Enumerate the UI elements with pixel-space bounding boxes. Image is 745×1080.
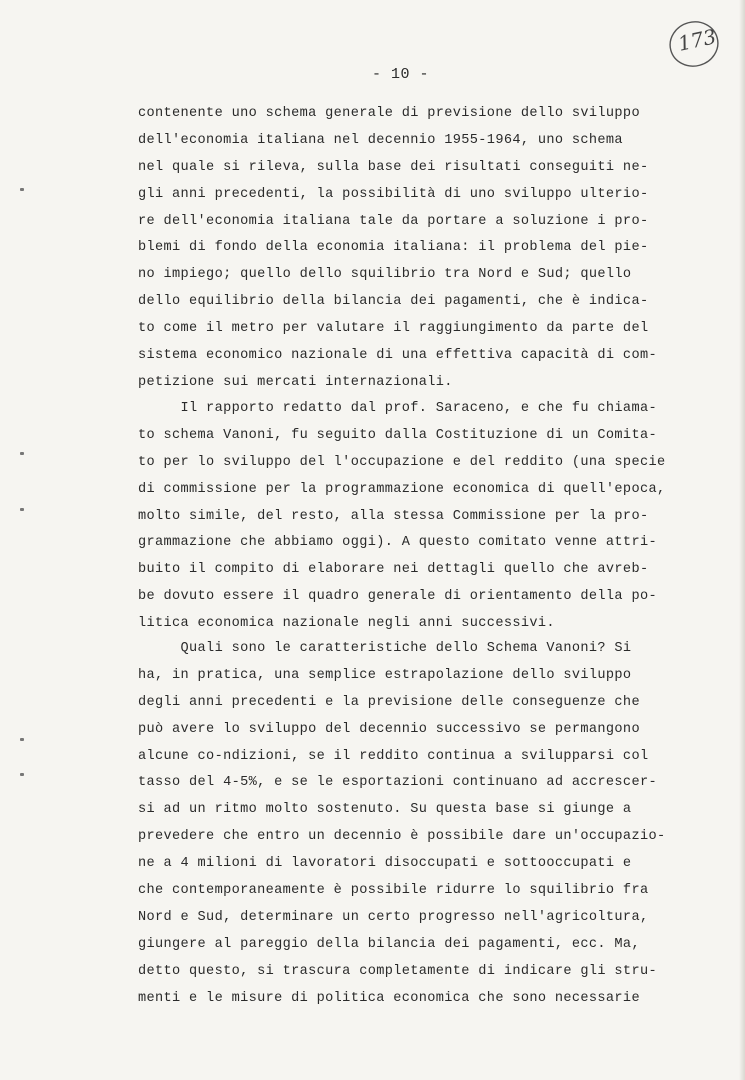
text-line: ne a 4 milioni di lavoratori disoccupati e sottooccupati e [138,856,632,872]
text-line: dello equilibrio della bilancia dei pagamenti, che è indica- [138,294,649,310]
paragraph-2 [138,396,698,638]
text-line: dell'economia italiana nel decennio 1955-1964, uno schema [138,132,623,148]
text-line: Nord e Sud, determinare un certo progresso nell'agricoltura, [138,909,649,925]
text-line: detto questo, si trascura completamente di indicare gli stru- [138,963,657,979]
text-line: no impiego; quello dello squilibrio tra Nord e Sud; quello [138,267,632,283]
text-line: re dell'economia italiana tale da portare a soluzione i pro- [138,213,649,229]
text-line: blemi di fondo della economia italiana: il problema del pie- [138,240,649,256]
text-line: che contemporaneamente è possibile ridurre lo squilibrio fra [138,883,649,899]
text-line: prevedere che entro un decennio è possibile dare un'occupazio- [138,829,666,845]
page-edge-shadow [739,0,745,1080]
text-line: Il rapporto redatto dal prof. Saraceno, e che fu chiama- [138,401,657,416]
text-line: può avere lo sviluppo del decennio successivo se permangono [138,721,640,737]
text-line: di commissione per la programmazione economica di quell'epoca, [138,481,666,497]
text-line: to come il metro per valutare il raggiungimento da parte del [138,321,649,337]
text-line: si ad un ritmo molto sostenuto. Su questa base si giunge a [138,802,632,818]
text-line: litica economica nazionale negli anni successivi. [138,616,555,632]
text-line: Quali sono le caratteristiche dello Schema Vanoni? Si [138,641,632,656]
page-number: - 10 - [372,66,430,83]
text-line: grammazione che abbiamo oggi). A questo comitato venne attri- [138,535,657,551]
text-line: petizione sui mercati internazionali. [138,374,453,390]
text-line: to per lo sviluppo del l'occupazione e del reddito (una specie [138,454,666,470]
margin-mark [20,773,24,776]
text-line: be dovuto essere il quadro generale di orientamento della po- [138,589,657,605]
margin-mark [20,508,24,511]
folio-stamp [668,16,720,72]
text-line: giungere al pareggio della bilancia dei pagamenti, ecc. Ma, [138,936,640,952]
text-line: ha, in pratica, una semplice estrapolazione dello sviluppo [138,667,632,683]
text-line: menti e le misure di politica economica che sono necessarie [138,990,640,1006]
text-line: nel quale si rileva, sulla base dei risultati conseguiti ne- [138,159,649,175]
text-line: gli anni precedenti, la possibilità di uno sviluppo ulterio- [138,186,649,202]
margin-mark [20,452,24,455]
text-line: molto simile, del resto, alla stessa Commissione per la pro- [138,508,649,524]
text-line: to schema Vanoni, fu seguito dalla Costituzione di un Comita- [138,427,657,443]
text-line: contenente uno schema generale di previsione dello sviluppo [138,106,640,121]
paragraph-1 [138,101,698,397]
margin-mark [20,738,24,741]
text-line: alcune co-ndizioni, se il reddito continua a svilupparsi col [138,748,649,764]
text-line: buito il compito di elaborare nei dettagli quello che avreb- [138,562,649,578]
text-line: tasso del 4-5%, e se le esportazioni continuano ad accrescer- [138,775,657,791]
paragraph-3 [138,636,698,1012]
text-line: sistema economico nazionale di una effettiva capacità di com- [138,348,657,364]
margin-mark [20,188,24,191]
text-line: degli anni precedenti e la previsione delle conseguenze che [138,694,640,710]
folio-stamp-number: 173 [675,24,719,56]
